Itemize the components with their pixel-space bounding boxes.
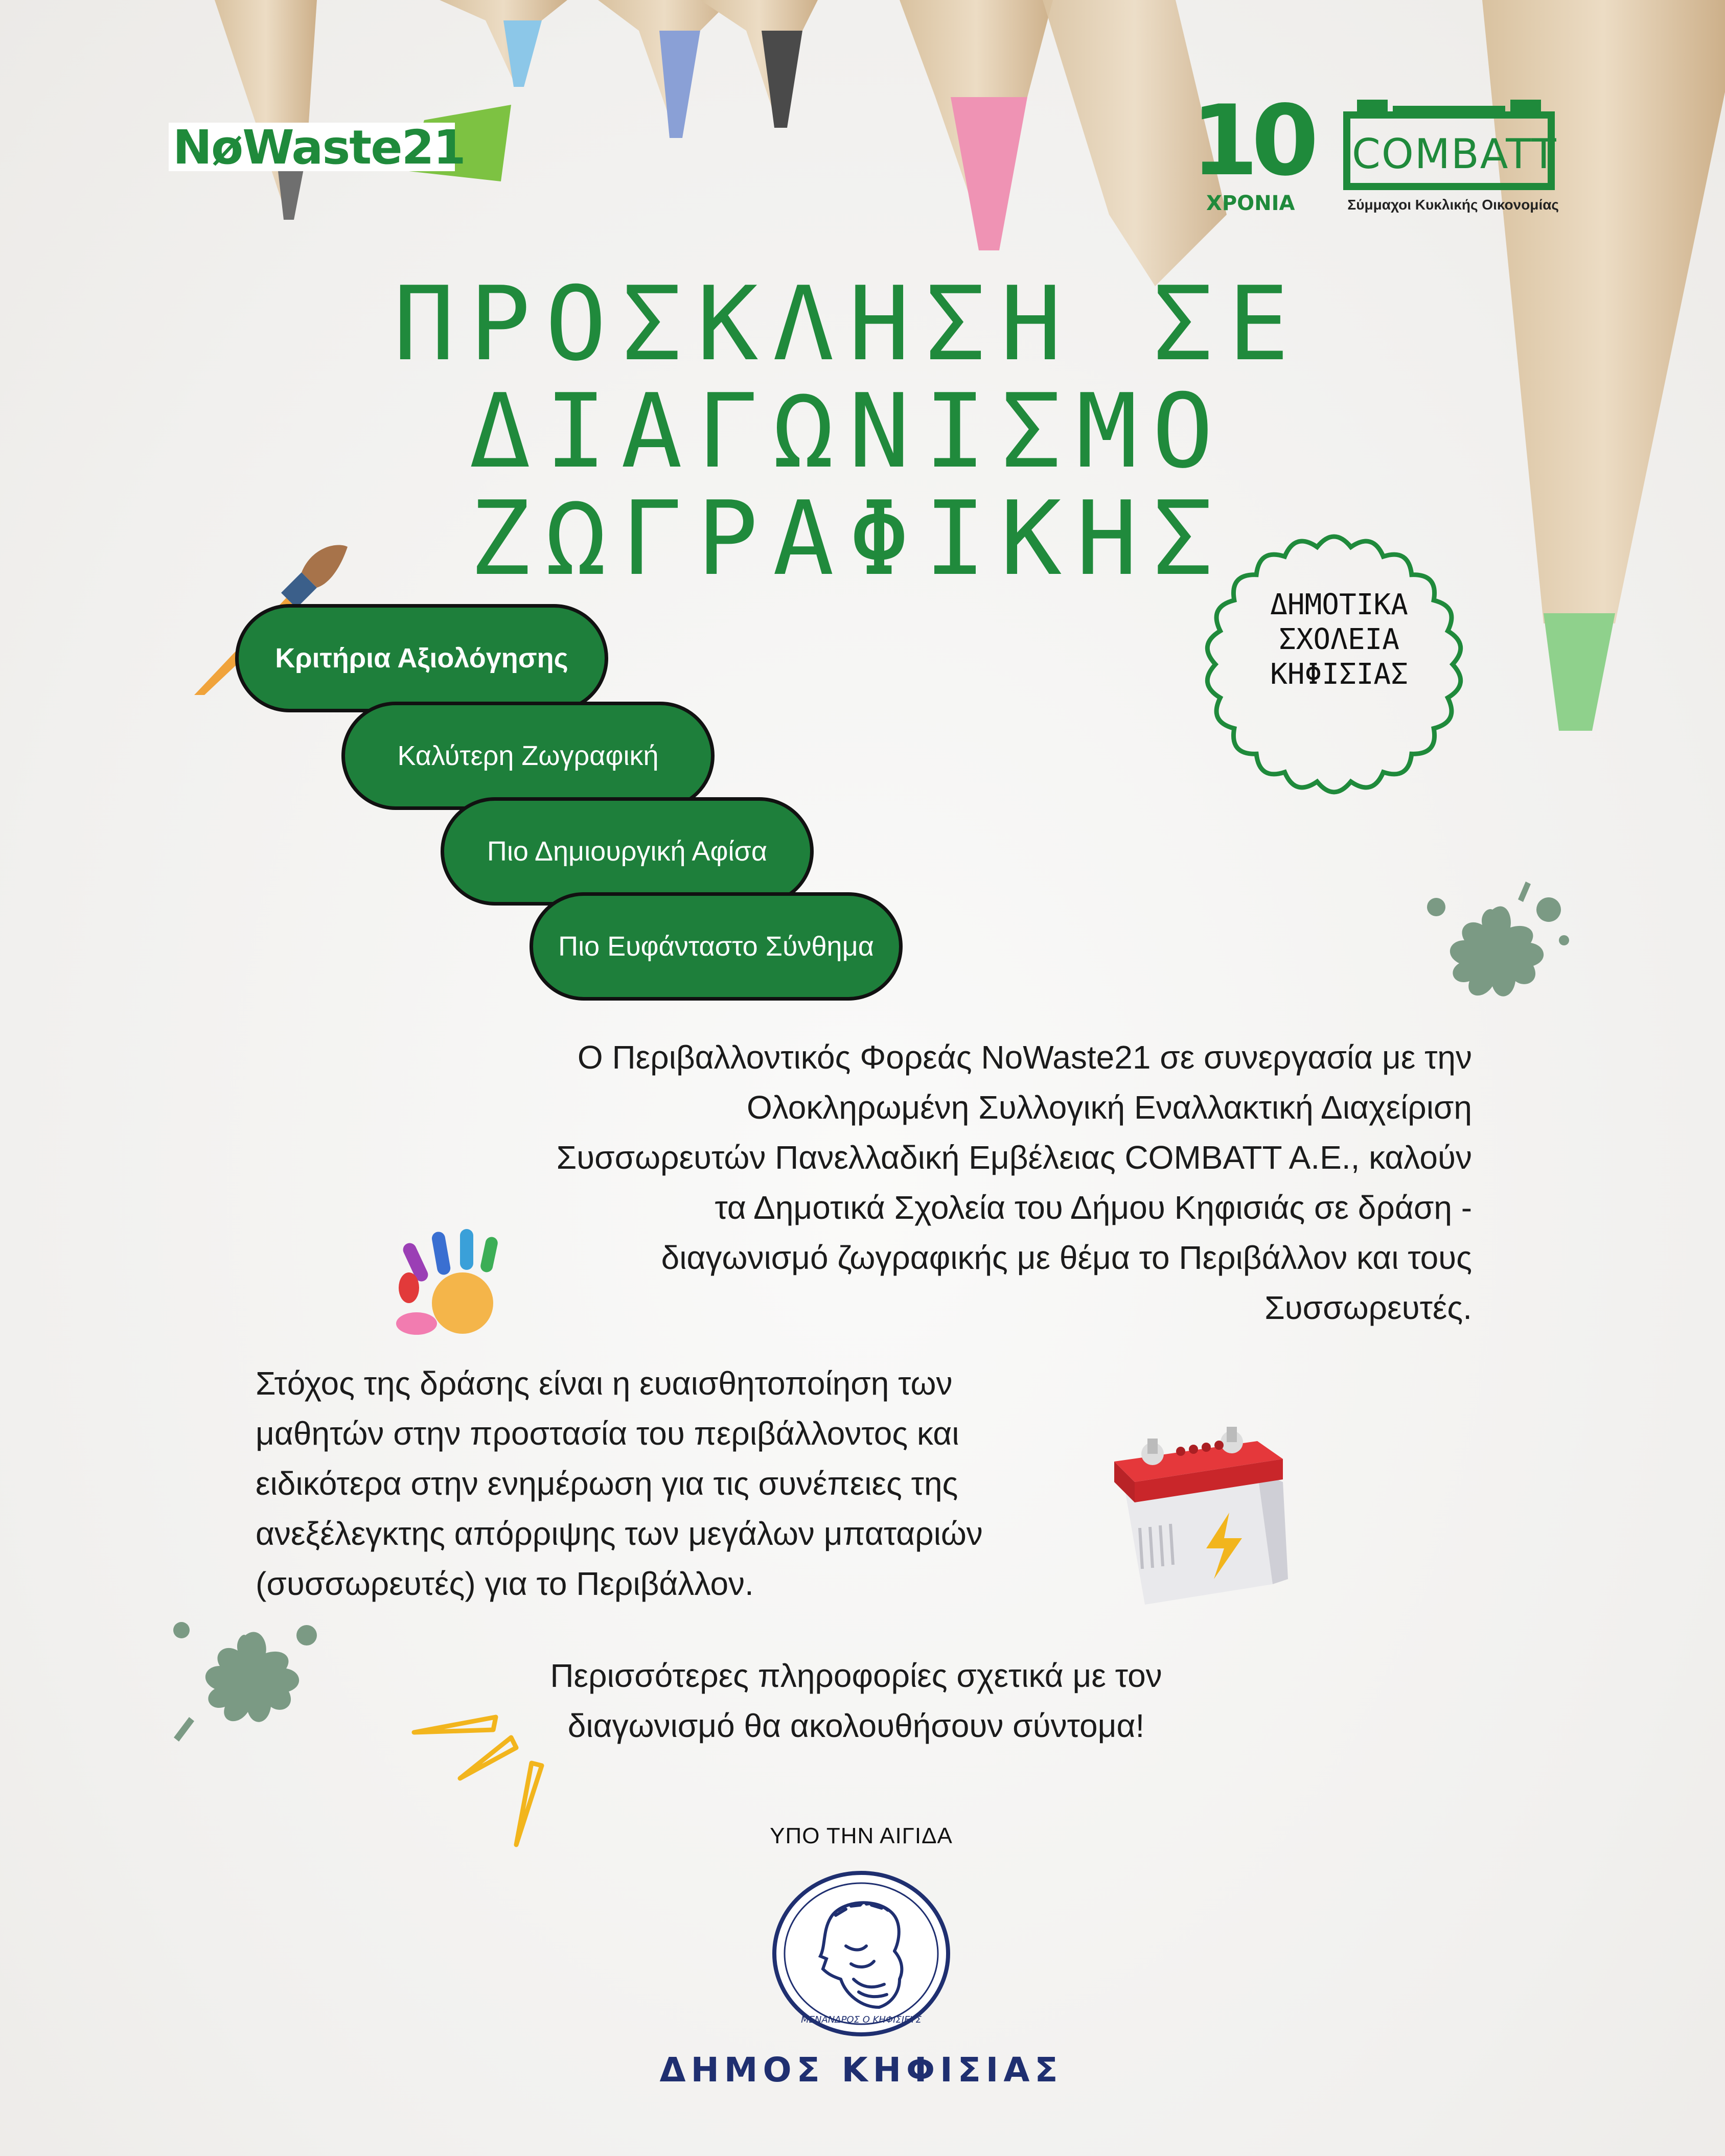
more-info-paragraph (460, 1651, 1252, 1751)
goal-line: (συσσωρευτές) για το Περιβάλλον. (256, 1565, 754, 1602)
goal-line: μαθητών στην προστασία του περιβάλλοντος και (256, 1415, 959, 1452)
badge-line: ΣΧΟΛΕΙΑ (1278, 623, 1399, 656)
nowaste21-logo-text: NøWaste21 (173, 120, 465, 175)
title-line: ΠΡΟΣΚΛΗΣΗ ΣΕ (393, 265, 1304, 384)
combatt-name: COMBATT (1352, 130, 1557, 178)
anniversary-label: ΧΡΟΝΙΑ (1206, 192, 1295, 215)
criteria-heading: Κριτήρια Αξιολόγησης (235, 604, 608, 712)
seal-inscription: ΜΕΝΑΝΔΡΟΣ Ο ΚΗΦΙΣΙΕΥΣ (801, 2014, 922, 2025)
pencil-icon (598, 0, 731, 138)
pencil-icon (900, 0, 1053, 250)
criteria-item-creative-poster: Πιο Δημιουργική Αφίσα (441, 797, 814, 906)
title-line: ΖΩΓΡΑΦΙΚΗΣ (469, 479, 1228, 598)
intro-line: Συσσωρευτές. (1264, 1289, 1472, 1326)
combatt-tagline: Σύμμαχοι Κυκλικής Οικονομίας (1347, 197, 1559, 213)
intro-paragraph (399, 1032, 1472, 1333)
sparkle-lines-icon (409, 1707, 562, 1850)
aegis-label: ΥΠΟ ΤΗΝ ΑΙΓΙΔΑ (770, 1823, 953, 1848)
anniversary-number: 10 (1191, 84, 1312, 197)
intro-line: διαγωνισμό ζωγραφικής με θέμα το Περιβάλλον και τους (661, 1239, 1472, 1276)
municipality-seal (769, 1869, 953, 2038)
combatt-logo (1191, 84, 1559, 222)
more-info-line: Περισσότερες πληροφορίες σχετικά με τον (550, 1657, 1162, 1694)
badge-line: ΔΗΜΟΤΙΚΑ (1270, 588, 1408, 621)
goal-line: ανεξέλεγκτης απόρριψης των μεγάλων μπαταριών (256, 1515, 983, 1552)
more-info-line: διαγωνισμό θα ακολουθήσουν σύντομα! (567, 1707, 1145, 1744)
pencil-icon (700, 0, 818, 128)
badge-text (1206, 588, 1472, 692)
intro-line: Ο Περιβαλλοντικός Φορεάς NoWaste21 σε συνεργασία με την (577, 1039, 1472, 1076)
nowaste21-logo (169, 105, 516, 187)
title-line: ΔΙΑΓΩΝΙΣΜΟ (469, 372, 1228, 491)
paint-splash-icon (1416, 879, 1569, 1022)
paint-splash-icon (169, 1599, 322, 1748)
goal-line: Στόχος της δράσης είναι η ευαισθητοποίηση των (256, 1365, 953, 1402)
intro-line: Συσσωρευτών Πανελλαδική Εμβέλειας COMBATT A.E., καλούν (556, 1139, 1472, 1176)
intro-line: Ολοκληρωμένη Συλλογική Εναλλακτική Διαχείριση (746, 1089, 1472, 1126)
pencil-icon (440, 0, 567, 87)
municipality-name: ΔΗΜΟΣ ΚΗΦΙΣΙΑΣ (659, 2050, 1063, 2090)
intro-line: τα Δημοτικά Σχολεία του Δήμου Κηφισιάς σε δράση - (715, 1189, 1472, 1226)
criteria-item-best-drawing: Καλύτερη Ζωγραφική (341, 702, 715, 810)
goal-paragraph (256, 1358, 1135, 1609)
goal-line: ειδικότερα στην ενημέρωση για τις συνέπειες της (256, 1465, 958, 1502)
badge-line: ΚΗΦΙΣΙΑΣ (1270, 658, 1408, 691)
criteria-item-imaginative-slogan: Πιο Ευφάνταστο Σύνθημα (530, 892, 903, 1001)
car-battery-icon (1104, 1410, 1298, 1615)
